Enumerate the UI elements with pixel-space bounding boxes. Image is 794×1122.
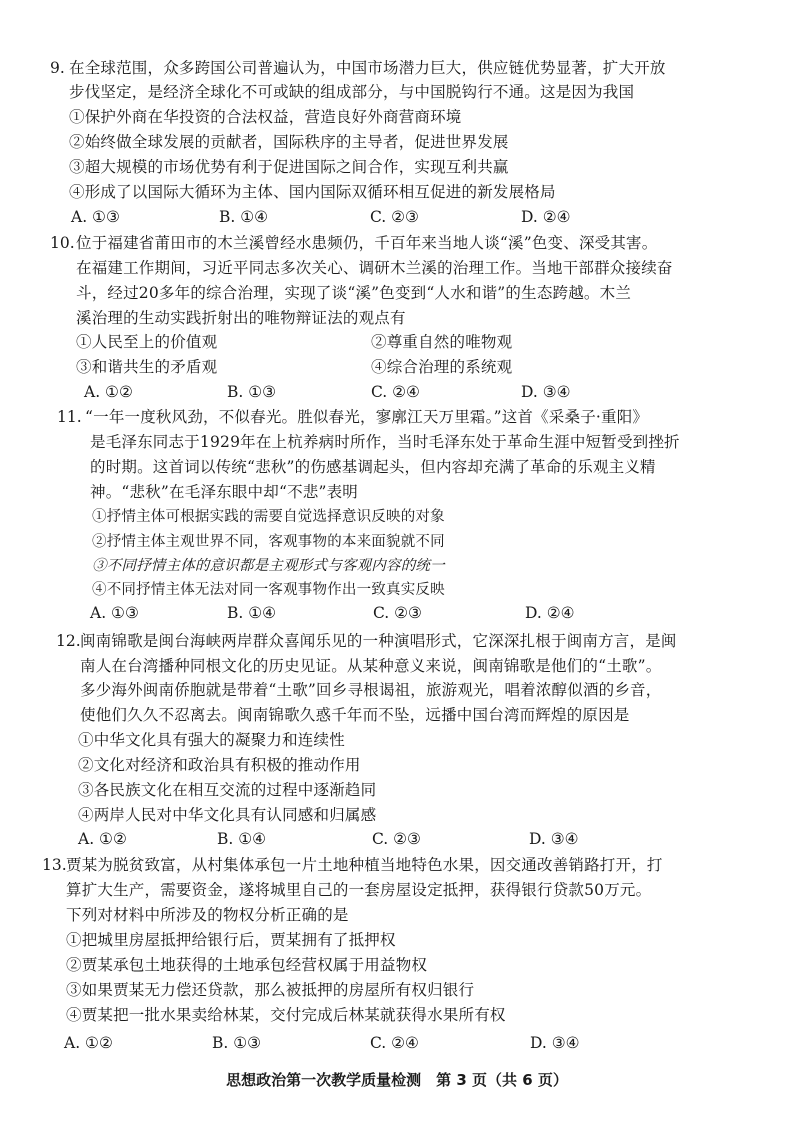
question-stem-line: 在全球范围，众多跨国公司普遍认为，中国市场潜力巨大，供应链优势显著，扩大开放 (69, 59, 666, 77)
statement: ①把城里房屋抵押给银行后，贾某拥有了抵押权 (66, 931, 396, 949)
statement: ③各民族文化在相互交流的过程中逐渐趋同 (78, 781, 377, 799)
question-stem-line: 是毛泽东同志于1929年在上杭养病时所作，当时毛泽东处于革命生涯中短暂受到挫折 (90, 433, 680, 451)
option-a: A. ①② (78, 830, 127, 848)
option-d: D. ③④ (529, 830, 579, 848)
option-d: D. ②④ (521, 208, 571, 226)
option-c: C. ②③ (370, 208, 419, 226)
option-b: B. ①④ (217, 830, 267, 848)
page-footer: 思想政治第一次教学质量检测 第 3 页（共 6 页） (226, 1071, 568, 1089)
option-a: A. ①③ (90, 604, 139, 622)
statement: ②文化对经济和政治具有积极的推动作用 (78, 756, 361, 774)
option-c: C. ②④ (371, 383, 420, 401)
question-stem-line: 贾某为脱贫致富，从村集体承包一片土地种植当地特色水果，因交通改善销路打开，打 (66, 856, 663, 874)
statement: ③超大规模的市场优势有利于促进国际之间合作，实现互利共赢 (69, 158, 509, 176)
statement: ②抒情主体主观世界不同，客观事物的本来面貌就不同 (92, 534, 445, 550)
statement: ③如果贾某无力偿还贷款，那么被抵押的房屋所有权归银行 (66, 981, 475, 999)
question-stem-line: 南人在台湾播种同根文化的历史见证。从某种意义来说，闽南锦歌是他们的“土歌”。 (80, 657, 662, 675)
statement: ④不同抒情主体无法对同一客观事物作出一致真实反映 (92, 582, 445, 598)
question-stem-line: 闽南锦歌是闽台海峡两岸群众喜闻乐见的一种演唱形式，它深深扎根于闽南方言，是闽 (80, 632, 677, 650)
statement: ④贾某把一批水果卖给林某，交付完成后林某就获得水果所有权 (66, 1006, 506, 1024)
option-d: D. ③④ (521, 383, 571, 401)
statement: ②始终做全球发展的贡献者，国际秩序的主导者，促进世界发展 (69, 133, 509, 151)
option-c: C. ②③ (372, 830, 421, 848)
question-number: 13. (42, 856, 67, 874)
option-b: B. ①③ (227, 383, 277, 401)
statement: ④形成了以国际大循环为主体、国内国际双循环相互促进的新发展格局 (69, 183, 556, 201)
option-b: B. ①④ (219, 208, 269, 226)
question-stem-line: “一年一度秋风劲，不似春光。胜似春光，寥廓江天万里霜。”这首《采桑子·重阳》 (85, 408, 649, 426)
option-a: A. ①② (64, 1034, 113, 1052)
question-stem-line: 在福建工作期间，习近平同志多次关心、调研木兰溪的治理工作。当地干部群众接续奋 (76, 259, 673, 277)
question-stem-line: 算扩大生产，需要资金，遂将城里自己的一套房屋设定抵押，获得银行贷款50万元。 (66, 881, 652, 899)
question-stem-line: 神。“悲秋”在毛泽东眼中却“不悲”表明 (90, 483, 358, 501)
question-stem-line: 多少海外闽南侨胞就是带着“土歌”回乡寻根谒祖，旅游观光，唱着浓醇似酒的乡音， (80, 681, 662, 699)
option-b: B. ①④ (227, 604, 277, 622)
statement: ②尊重自然的唯物观 (371, 333, 513, 351)
statement: ③不同抒情主体的意识都是主观形式与客观内容的统一 (92, 558, 445, 574)
question-number: 10. (50, 234, 75, 252)
question-stem-line: 斗，经过20多年的综合治理，实现了谈“溪”色变到“人水和谐”的生态跨越。木兰 (76, 284, 632, 302)
question-stem-line: 使他们久久不忍离去。闽南锦歌久惑千年而不坠，远播中国台湾而辉煌的原因是 (80, 706, 630, 724)
question-stem-line: 下列对材料中所涉及的物权分析正确的是 (66, 906, 349, 924)
question-stem-line: 的时期。这首词以传统“悲秋”的伤感基调起头，但内容却充满了革命的乐观主义精 (90, 458, 656, 476)
question-stem-line: 溪治理的生动实践折射出的唯物辩证法的观点有 (76, 309, 406, 327)
statement: ④两岸人民对中华文化具有认同感和归属感 (78, 806, 377, 824)
option-a: A. ①③ (71, 208, 120, 226)
option-c: C. ②③ (373, 604, 422, 622)
statement: ④综合治理的系统观 (371, 358, 513, 376)
question-number: 9. (50, 59, 65, 77)
option-d: D. ②④ (525, 604, 575, 622)
question-stem-line: 位于福建省莆田市的木兰溪曾经水患频仍，千百年来当地人谈“溪”色变、深受其害。 (76, 234, 658, 252)
statement: ③和谐共生的矛盾观 (76, 358, 218, 376)
statement: ②贾某承包土地获得的土地承包经营权属于用益物权 (66, 956, 428, 974)
statement: ①抒情主体可根据实践的需要自觉选择意识反映的对象 (92, 509, 445, 525)
option-c: C. ②④ (370, 1034, 419, 1052)
option-a: A. ①② (84, 383, 133, 401)
question-stem-line: 步伐坚定，是经济全球化不可或缺的组成部分，与中国脱钩行不通。这是因为我国 (69, 83, 635, 101)
statement: ①中华文化具有强大的凝聚力和连续性 (78, 731, 345, 749)
statement: ①人民至上的价值观 (76, 333, 218, 351)
statement: ①保护外商在华投资的合法权益，营造良好外商营商环境 (69, 108, 462, 126)
option-d: D. ③④ (530, 1034, 580, 1052)
option-b: B. ①③ (212, 1034, 262, 1052)
question-number: 11. (57, 408, 82, 426)
question-number: 12. (56, 632, 81, 650)
